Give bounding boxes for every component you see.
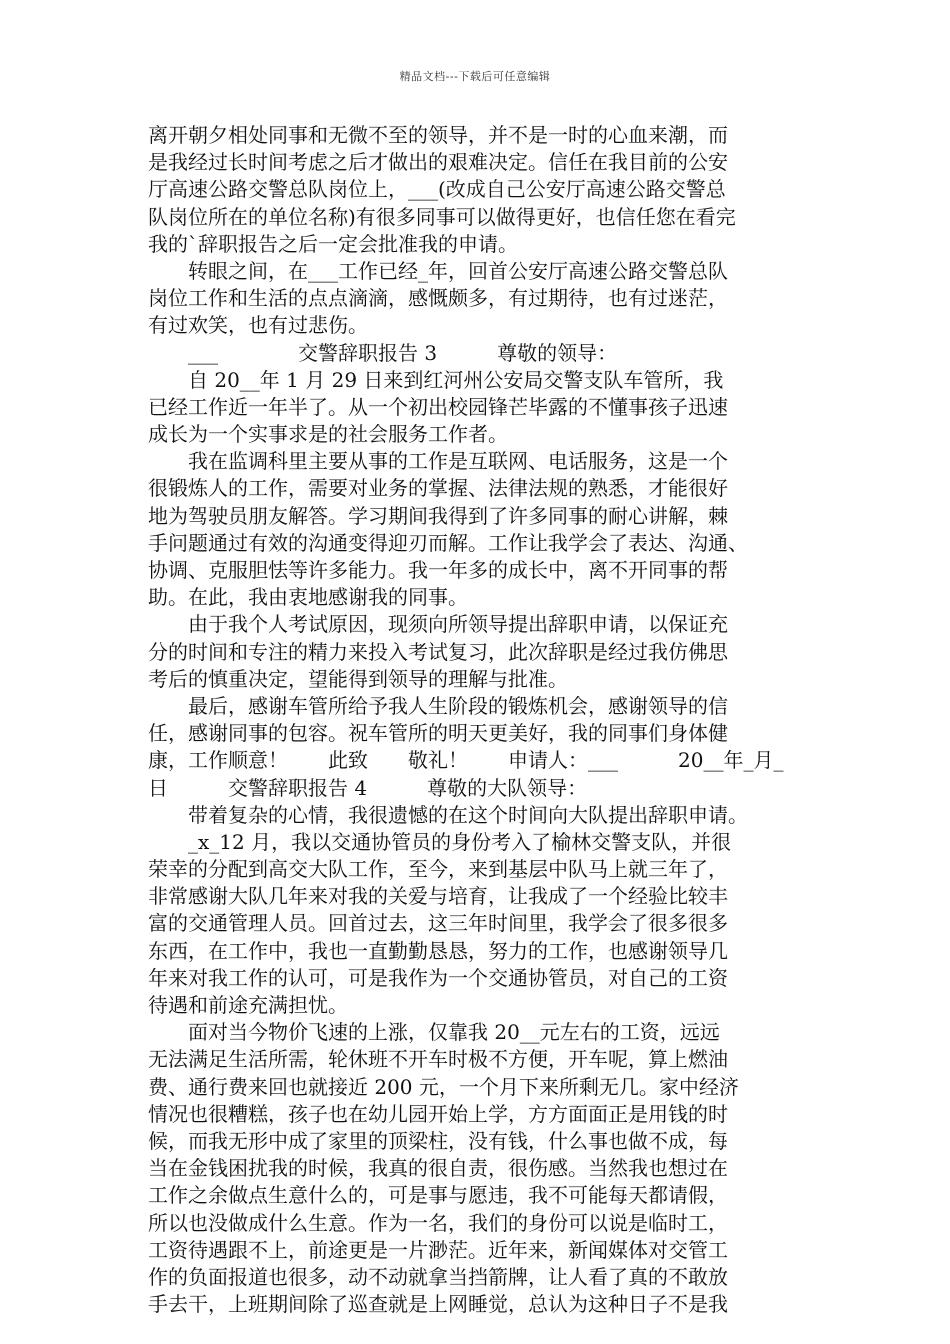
text-line: 是我经过长时间考虑之后才做出的艰难决定。信任在我目前的公安 (148, 150, 728, 175)
text-line: 自 20__年 1 月 29 日来到红河州公安局交警支队车管所，我 (148, 367, 724, 392)
text-line: 费、通行费来回也就接近 200 元，一个月下来所剩无几。家中经济 (148, 1074, 739, 1099)
text-line: 康，工作顺意！ 此致 敬礼！ 申请人：___ 20__年_月_ (148, 748, 784, 773)
text-line: 工作之余做点生意什么的，可是事与愿违，我不可能每天都请假， (148, 1183, 728, 1208)
text-line: 无法满足生活所需，轮休班不开车时极不方便，开车呢，算上燃油 (148, 1047, 728, 1072)
text-line: 荣幸的分配到高交大队工作，至今，来到基层中队马上就三年了， (148, 857, 728, 882)
page-header: 精品文档---下载后可任意编辑 (399, 70, 551, 83)
text-line: 任，感谢同事的包容。祝车管所的明天更美好，我的同事们身体健 (148, 721, 728, 746)
text-line: 我在监调科里主要从事的工作是互联网、电话服务，这是一个 (148, 449, 728, 474)
text-line: 有过欢笑，也有过悲伤。 (148, 313, 368, 338)
text-line: 岗位工作和生活的点点滴滴，感慨颇多，有过期待，也有过迷茫， (148, 286, 728, 311)
text-line: ___ 交警辞职报告 3 尊敬的领导： (148, 340, 618, 365)
document-body (148, 122, 808, 1318)
text-line: 候，而我无形中成了家里的顶梁柱，没有钱，什么事也做不成，每 (148, 1128, 728, 1153)
text-line: 已经工作近一年半了。从一个初出校园锋芒毕露的不懂事孩子迅速 (148, 394, 728, 419)
text-line: 带着复杂的心情，我很遗憾的在这个时间向大队提出辞职申请。 (148, 802, 748, 827)
text-line: 我的`辞职报告之后一定会批准我的申请。 (148, 231, 518, 256)
text-line: 工资待遇跟不上，前途更是一片渺茫。近年来，新闻媒体对交管工 (148, 1237, 728, 1262)
text-line: 富的交通管理人员。回首过去，这三年时间里，我学会了很多很多 (148, 911, 728, 936)
text-line: 最后，感谢车管所给予我人生阶段的锻炼机会，感谢领导的信 (148, 693, 728, 718)
text-line: _x_12 月，我以交通协管员的身份考入了榆林交警支队，并很 (148, 829, 732, 854)
text-line: 东西，在工作中，我也一直勤勤恳恳，努力的工作，也感谢领导几 (148, 938, 728, 963)
text-line: 情况也很糟糕，孩子也在幼儿园开始上学，方方面面正是用钱的时 (148, 1101, 728, 1126)
text-line: 转眼之间，在___工作已经_年，回首公安厅高速公路交警总队 (148, 258, 728, 283)
text-line: 日 交警辞职报告 4 尊敬的大队领导： (148, 775, 588, 800)
text-line: 分的时间和专注的精力来投入考试复习，此次辞职是经过我仿佛思 (148, 639, 728, 664)
text-line: 当在金钱困扰我的时候，我真的很自责，很伤感。当然我也想过在 (148, 1156, 728, 1181)
text-line: 考后的慎重决定，望能得到领导的理解与批准。 (148, 666, 568, 691)
text-line: 离开朝夕相处同事和无微不至的领导，并不是一时的心血来潮，而 (148, 123, 728, 147)
text-line: 成长为一个实事求是的社会服务工作者。 (148, 422, 508, 447)
text-line: 协调、克服胆怯等许多能力。我一年多的成长中，离不开同事的帮 (148, 558, 728, 582)
text-line: 手去干，上班期间除了巡查就是上网睡觉，总认为这种日子不是我 (148, 1292, 728, 1317)
text-line: 待遇和前途充满担忧。 (148, 993, 348, 1017)
text-line: 作的负面报道也很多，动不动就拿当挡箭牌，让人看了真的不敢放 (148, 1264, 728, 1289)
text-line: 面对当今物价飞速的上涨，仅靠我 20__元左右的工资，远远 (148, 1020, 720, 1045)
text-line: 助。在此，我由衷地感谢我的同事。 (148, 585, 468, 610)
text-line: 队岗位所在的单位名称)有很多同事可以做得更好，也信任您在看完 (148, 204, 736, 229)
text-line: 年来对我工作的认可，可是我作为一个交通协管员，对自己的工资 (148, 965, 728, 990)
text-line: 所以也没做成什么生意。作为一名，我们的身份可以说是临时工， (148, 1210, 728, 1235)
text-line: 很锻炼人的工作，需要对业务的掌握、法律法规的熟悉，才能很好 (148, 476, 728, 501)
text-line: 手问题通过有效的沟通变得迎刃而解。工作让我学会了表达、沟通、 (148, 530, 748, 555)
text-line: 厅高速公路交警总队岗位上，___(改成自己公安厅高速公路交警总 (148, 177, 726, 202)
text-line: 地为驾驶员朋友解答。学习期间我得到了许多同事的耐心讲解，棘 (148, 503, 728, 528)
text-line: 非常感谢大队几年来对我的关爱与培育，让我成了一个经验比较丰 (148, 884, 728, 909)
text-line: 由于我个人考试原因，现须向所领导提出辞职申请，以保证充 (148, 612, 728, 637)
